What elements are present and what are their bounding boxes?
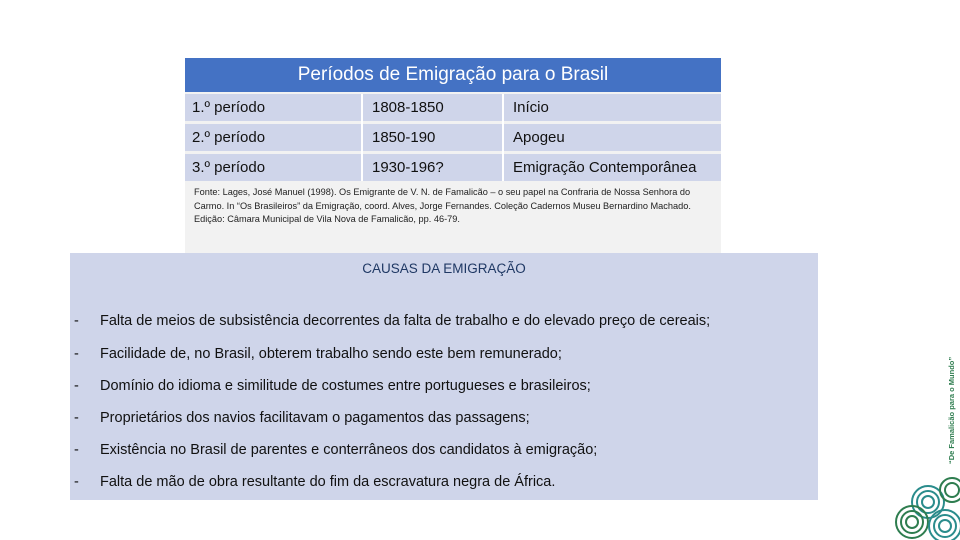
table-row xyxy=(185,154,721,181)
table-row xyxy=(185,124,721,151)
list-item xyxy=(70,310,818,332)
years-cell: 1808-1850 xyxy=(372,99,444,116)
bullet-dash: - xyxy=(74,313,79,329)
cause-text: Falta de meios de subsistência decorrentes da falta de trabalho e do elevado preço de cereais; xyxy=(100,313,711,329)
cause-text: Domínio do idioma e similitude de costumes entre portugueses e brasileiros; xyxy=(100,378,591,394)
cause-text: Existência no Brasil de parentes e conterrâneos dos candidatos à emigração; xyxy=(100,442,598,458)
column-divider xyxy=(361,94,363,181)
cause-text: Proprietários dos navios facilitavam o pagamentos das passagens; xyxy=(100,410,530,426)
brand-logo-icon xyxy=(890,470,960,540)
causes-title: CAUSAS DA EMIGRAÇÃO xyxy=(362,261,526,276)
column-divider xyxy=(502,94,504,181)
bullet-dash: - xyxy=(74,410,79,426)
source-citation: Fonte: Lages, José Manuel (1998). Os Emigrante de V. N. de Famalicão – o seu papel na Confraria de Nossa Senhora do Carmo. In “Os Brasileiros” da Emigração, coord. Alves, Jorge Fernandes. Coleção Cadernos Museu Bernardino Machado. Edição: Câmara Municipal de Vila Nova de Famalicão, pp. 46-79. xyxy=(194,187,691,224)
phase-cell: Início xyxy=(513,99,549,116)
years-cell: 1850-190 xyxy=(372,129,436,146)
list-item xyxy=(70,439,818,461)
list-item xyxy=(70,375,818,397)
causes-panel xyxy=(70,253,818,500)
emigration-periods-table xyxy=(185,58,721,254)
list-item xyxy=(70,471,818,493)
table-title: Períodos de Emigração para o Brasil xyxy=(185,58,721,92)
list-item xyxy=(70,343,818,365)
years-cell: 1930-196? xyxy=(372,159,444,176)
bullet-dash: - xyxy=(74,474,79,490)
bullet-dash: - xyxy=(74,378,79,394)
period-cell: 3.º período xyxy=(192,159,266,176)
table-row xyxy=(185,94,721,121)
period-cell: 1.º período xyxy=(192,99,266,116)
cause-text: Falta de mão de obra resultante do fim da escravatura negra de África. xyxy=(100,474,556,490)
list-item xyxy=(70,407,818,429)
cause-text: Facilidade de, no Brasil, obterem trabalho sendo este bem remunerado; xyxy=(100,346,562,362)
bullet-dash: - xyxy=(74,346,79,362)
period-cell: 2.º período xyxy=(192,129,266,146)
bullet-dash: - xyxy=(74,442,79,458)
phase-cell: Apogeu xyxy=(513,129,565,146)
phase-cell: Emigração Contemporânea xyxy=(513,159,697,176)
brand-tagline: “De Famalicão para o Mundo” xyxy=(947,356,956,464)
